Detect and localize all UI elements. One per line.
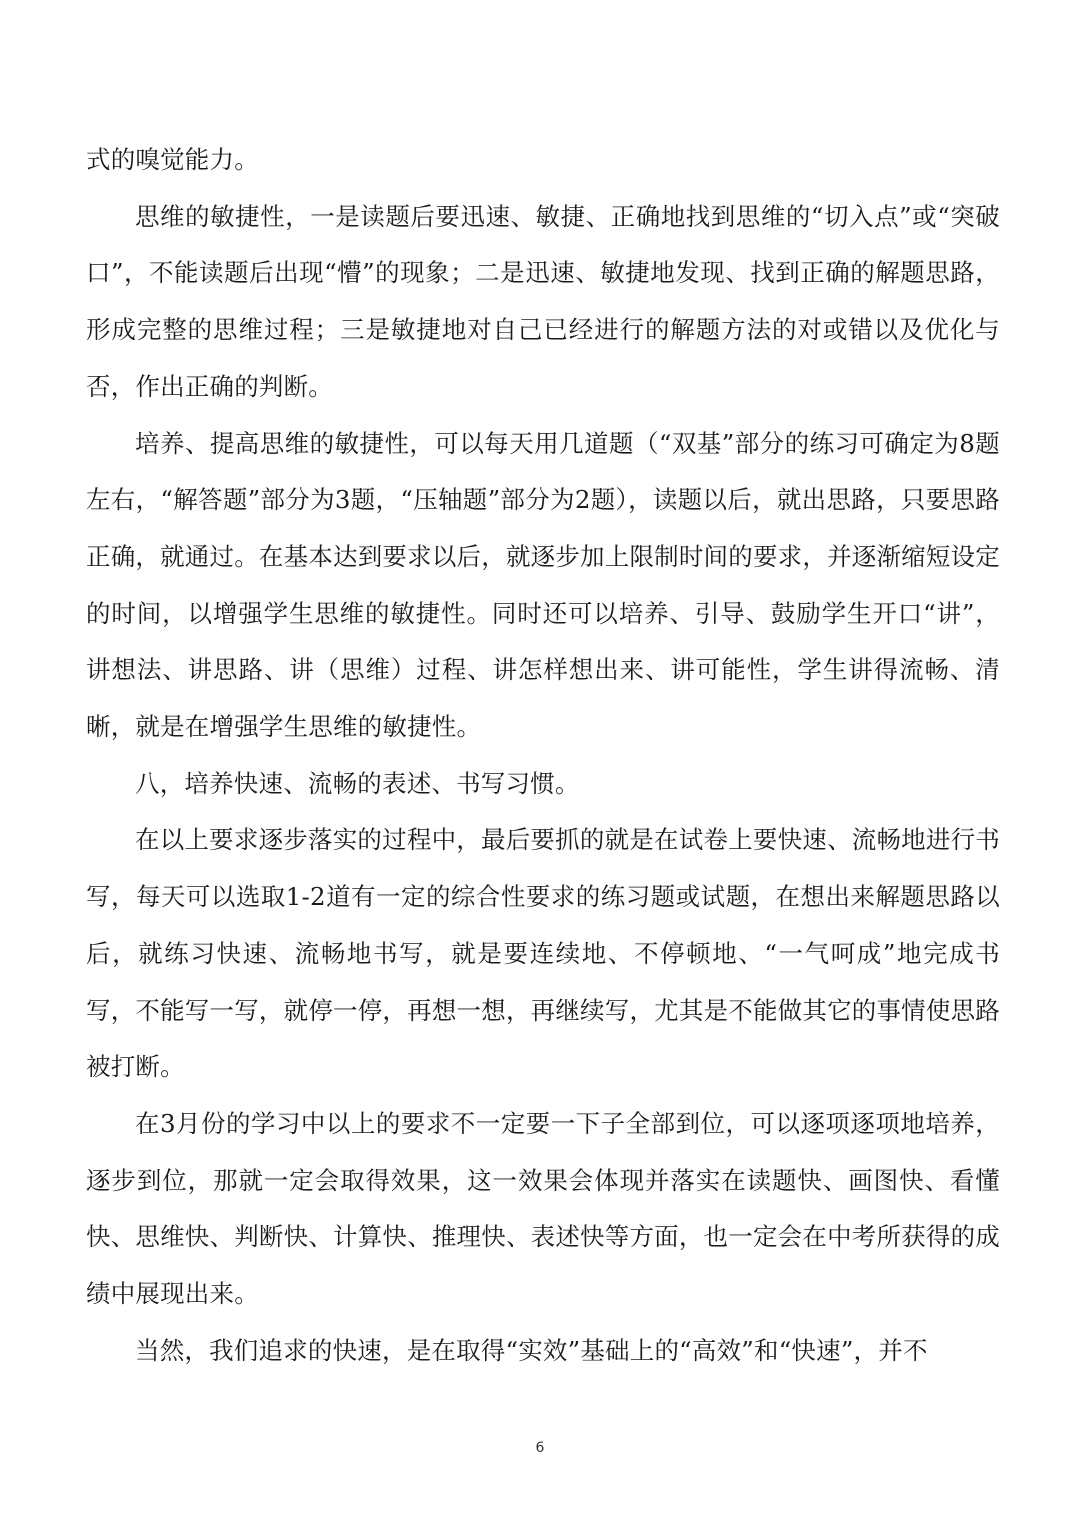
document-body — [86, 132, 1000, 1379]
page-number: 6 — [535, 1440, 545, 1456]
paragraph-thinking-agility: 思维的敏捷性，一是读题后要迅速、敏捷、正确地找到思维的“切入点”或“突破口”，不能读题后出现“懵”的现象；二是迅速、敏捷地发现、找到正确的解题思路，形成完整的思维过程；三是敏捷地对自己已经进行的解题方法的对或错以及优化与否，作出正确的判断。 — [86, 201, 1000, 401]
paragraph-efficiency: 当然，我们追求的快速，是在取得“实效”基础上的“高效”和“快速”，并不 — [135, 1335, 928, 1365]
section-heading-eight: 八，培养快速、流畅的表述、书写习惯。 — [135, 768, 580, 798]
paragraph-march-study: 在3月份的学习中以上的要求不一定要一下子全部到位，可以逐项逐项地培养，逐步到位，那就一定会取得效果，这一效果会体现并落实在读题快、画图快、看懂快、思维快、判断快、计算快、推理快、表述快等方面，也一定会在中考所获得的成绩中展现出来。 — [86, 1108, 1000, 1309]
paragraph-continuation: 式的嗅觉能力。 — [86, 145, 259, 174]
paragraph-writing-fluency: 在以上要求逐步落实的过程中，最后要抓的就是在试卷上要快速、流畅地进行书写，每天可以选取1-2道有一定的综合性要求的练习题或试题，在想出来解题思路以后，就练习快速、流畅地书写，就是要连续地、不停顿地、“一气呵成”地完成书写，不能写一写，就停一停，再想一想，再继续写，尤其是不能做其它的事情使思路被打断。 — [86, 825, 1000, 1082]
paragraph-training-agility: 培养、提高思维的敏捷性，可以每天用几道题（“双基”部分的练习可确定为8题左右，“解答题”部分为3题，“压轴题”部分为2题），读题以后，就出思路，只要思路正确，就通过。在基本达到要求以后，就逐步加上限制时间的要求，并逐渐缩短设定的时间，以增强学生思维的敏捷性。同时还可以培养、引导、鼓励学生开口“讲”，讲想法、讲思路、讲（思维）过程、讲怎样想出来、讲可能性，学生讲得流畅、清晰，就是在增强学生思维的敏捷性。 — [86, 428, 1000, 742]
